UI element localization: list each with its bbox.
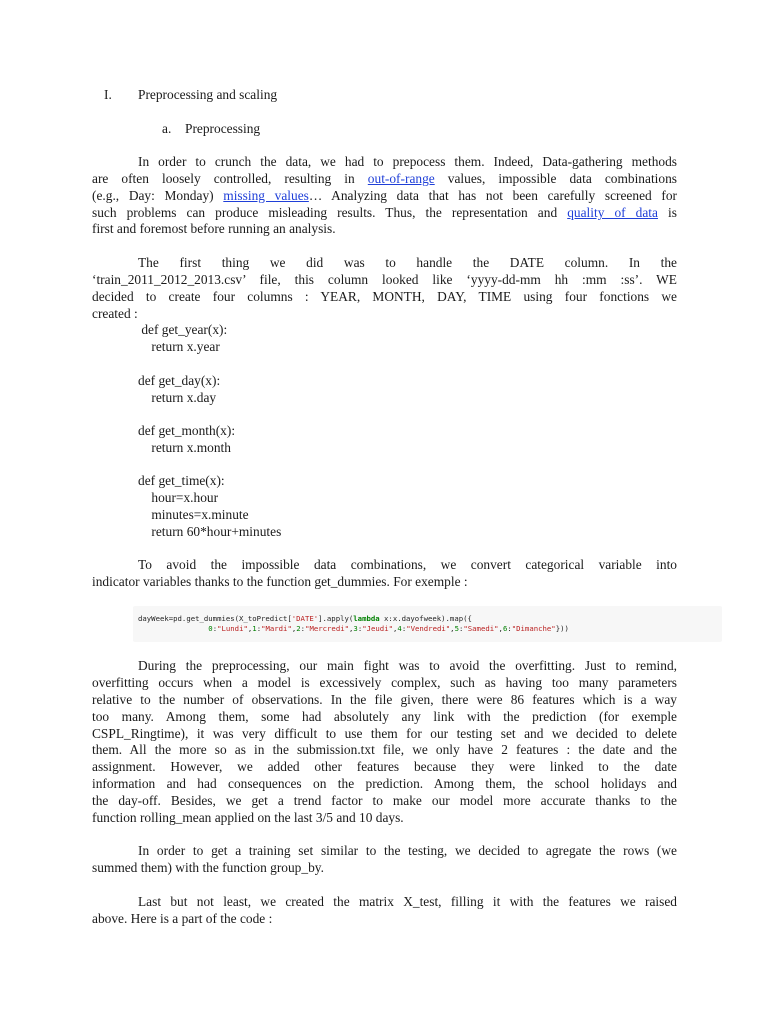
paragraph-line: them. All the more so as in the submission.txt file, we only have 2 features : the date and the [92,742,677,757]
paragraph-line: information and had consequences on the prediction. Among them, the school holidays and [92,776,677,791]
paragraph-line: such problems can produce misleading results. Thus, the representation and quality of data is [92,205,677,220]
paragraph-line: Last but not least, we created the matrix X_test, filling it with the features we raised [138,894,677,909]
subheading-title: Preprocessing [185,121,261,136]
link-quality-of-data[interactable]: quality of data [567,205,658,220]
subheading-letter: a. [162,121,172,136]
paragraph-line: above. Here is a part of the code : [92,911,273,926]
code-line: hour=x.hour [138,490,219,505]
paragraph-line: function rolling_mean applied on the last 3/5 and 10 days. [92,810,404,825]
code-line: return x.month [138,440,231,455]
paragraph-line: During the preprocessing, our main fight was to avoid the overfitting. Just to remind, [138,658,677,673]
paragraph-line: (e.g., Day: Monday) missing values… Analyzing data that has not been carefully screened for [92,188,677,203]
code-line: def get_time(x): [138,473,225,488]
paragraph-line: In order to get a training set similar to the testing, we decided to agregate the rows (we [138,843,677,858]
paragraph-line: relative to the number of observations. In the file given, there were 86 features which is a way [92,692,677,707]
paragraph-line: summed them) with the function group_by. [92,860,324,875]
paragraph-line: ‘train_2011_2012_2013.csv’ file, this column looked like ‘yyyy-dd-mm hh :mm :ss’. WE [92,272,677,287]
paragraph-line: indicator variables thanks to the function get_dummies. For exemple : [92,574,468,589]
paragraph-line: the day-off. Besides, we get a trend factor to make our model more accurate thanks to the [92,793,677,808]
paragraph-line: To avoid the impossible data combinations, we convert categorical variable into [138,557,677,572]
paragraph-line: overfitting occurs when a model is excessively complex, such as having too many parameters [92,675,677,690]
paragraph-line: decided to create four columns : YEAR, MONTH, DAY, TIME using four fonctions we [92,289,677,304]
paragraph-line: created : [92,306,138,321]
code-snippet-image [133,606,722,642]
paragraph-line: In order to crunch the data, we had to prepocess them. Indeed, Data-gathering methods [138,154,677,169]
code-line: minutes=x.minute [138,507,249,522]
code-line: return x.year [138,339,220,354]
snippet-line: 0:"Lundi",1:"Mardi",2:"Mercredi",3:"Jeudi",4:"Vendredi",5:"Samedi",6:"Dimanche"})) [208,624,569,633]
paragraph-line: are often loosely controlled, resulting in out-of-range values, impossible data combinations [92,171,677,186]
paragraph-line: CSPL_Ringtime), it was very difficult to use them for our testing set and we decided to delete [92,726,677,741]
heading-title: Preprocessing and scaling [138,87,278,102]
code-line: def get_month(x): [138,423,236,438]
code-line: def get_day(x): [138,373,221,388]
snippet-line: dayWeek=pd.get_dummies(X_toPredict['DATE'].apply(lambda x:x.dayofweek).map({ [138,614,472,623]
link-out-of-range[interactable]: out-of-range [367,171,435,186]
paragraph-line: first and foremost before running an analysis. [92,221,336,236]
code-line: return 60*hour+minutes [138,524,282,539]
paragraph-line: The first thing we did was to handle the DATE column. In the [138,255,677,270]
paragraph-line: assignment. However, we added other features because they were linked to the date [92,759,677,774]
link-missing-values[interactable]: missing values [223,188,309,203]
code-line: def get_year(x): [138,322,228,337]
code-line: return x.day [138,390,217,405]
paragraph-line: too many. Among them, some had absolutely any link with the prediction (for exemple [92,709,677,724]
heading-number: I. [104,87,112,102]
